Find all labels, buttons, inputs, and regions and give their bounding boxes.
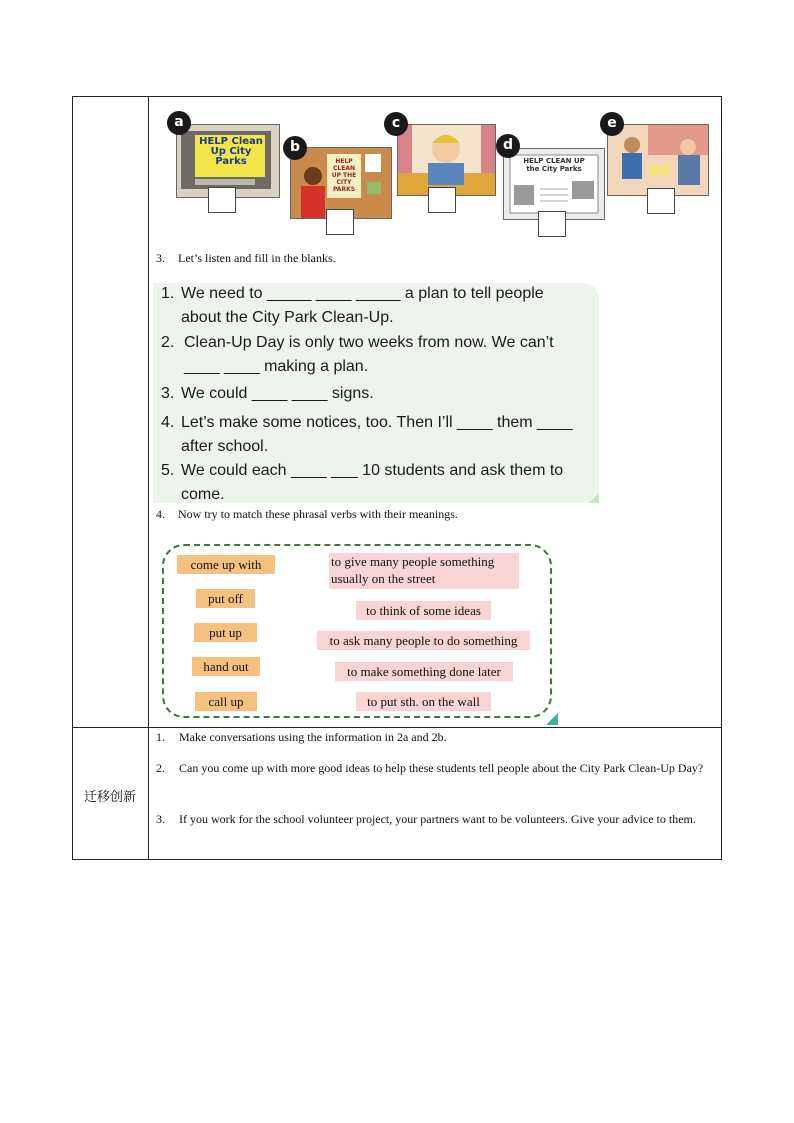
blank-item-1-line1: We need to _____ ____ _____ a plan to tell people: [181, 285, 544, 302]
section3-number: 3.: [156, 251, 165, 265]
picture-b-caption: HELP CLEAN UP THE CITY PARKS: [331, 158, 357, 193]
blank-item-1-num: 1.: [161, 285, 175, 302]
answer-box-d[interactable]: [538, 211, 566, 237]
section4-instruction: Now try to match these phrasal verbs with their meanings.: [178, 507, 458, 521]
transfer-item-3-text: If you work for the school volunteer project, your partners want to be volunteers. Give your advice to them.: [179, 812, 696, 826]
handing-out-illustration: [608, 125, 708, 195]
transfer-item-3-num: 3.: [156, 812, 165, 826]
matching-corner-fold-icon: [546, 713, 558, 725]
answer-box-a[interactable]: [208, 187, 236, 213]
picture-c-label: c: [384, 112, 408, 136]
section3-instruction: Let’s listen and fill in the blanks.: [178, 251, 336, 265]
meaning-ask-many-people[interactable]: to ask many people to do something: [317, 631, 530, 650]
blank-item-2-num: 2.: [161, 334, 175, 351]
panel-corner-fold-icon: [589, 493, 599, 503]
verb-call-up[interactable]: call up: [195, 692, 257, 711]
transfer-item-2-text: Can you come up with more good ideas to help these students tell people about the City Park Clean-Up Day?: [179, 761, 704, 775]
blank-item-4-num: 4.: [161, 414, 175, 431]
blank-item-1-line2: about the City Park Clean-Up.: [181, 309, 394, 326]
blank-item-4-line2: after school.: [181, 438, 269, 455]
blank-item-3-line1: We could ____ ____ signs.: [181, 385, 374, 402]
picture-d-label: d: [496, 134, 520, 158]
picture-d: [503, 148, 605, 220]
transfer-item-1-num: 1.: [156, 730, 165, 744]
verb-put-off[interactable]: put off: [196, 589, 255, 608]
transfer-item-2-num: 2.: [156, 761, 165, 775]
row-label-transfer: 迁移创新: [83, 790, 136, 805]
picture-e-label: e: [600, 112, 624, 136]
blank-item-4-line1: Let’s make some notices, too. Then I’ll ____ them ____: [181, 414, 573, 431]
picture-a-label: a: [167, 111, 191, 135]
meaning-put-on-wall[interactable]: to put sth. on the wall: [356, 692, 491, 711]
blank-item-3-num: 3.: [161, 385, 175, 402]
answer-box-e[interactable]: [647, 188, 675, 214]
transfer-item-1-text: Make conversations using the information in 2a and 2b.: [179, 730, 447, 744]
meaning-make-done-later[interactable]: to make something done later: [335, 662, 513, 681]
picture-b-label: b: [283, 136, 307, 160]
picture-a-caption: HELP Clean Up City Parks: [199, 136, 263, 167]
table-column-divider: [148, 96, 149, 860]
blank-item-2-line1: Clean-Up Day is only two weeks from now. We can’t: [184, 334, 554, 351]
picture-d-caption: HELP CLEAN UP the City Parks: [523, 157, 585, 173]
verb-come-up-with[interactable]: come up with: [177, 555, 275, 574]
blank-item-5-line2: come.: [181, 486, 225, 503]
answer-box-c[interactable]: [428, 187, 456, 213]
picture-c: [397, 124, 496, 196]
verb-hand-out[interactable]: hand out: [192, 657, 260, 676]
verb-put-up[interactable]: put up: [194, 623, 257, 642]
blank-item-5-num: 5.: [161, 462, 175, 479]
meaning-think-of-ideas[interactable]: to think of some ideas: [356, 601, 491, 620]
meaning-give-many-people[interactable]: to give many people something usually on the street: [329, 553, 519, 589]
answer-box-b[interactable]: [326, 209, 354, 235]
blank-item-2-line2: ____ ____ making a plan.: [184, 358, 369, 375]
phone-call-illustration: [398, 125, 495, 195]
section4-number: 4.: [156, 507, 165, 521]
picture-e: [607, 124, 709, 196]
blank-item-5-line1: We could each ____ ___ 10 students and ask them to: [181, 462, 564, 479]
